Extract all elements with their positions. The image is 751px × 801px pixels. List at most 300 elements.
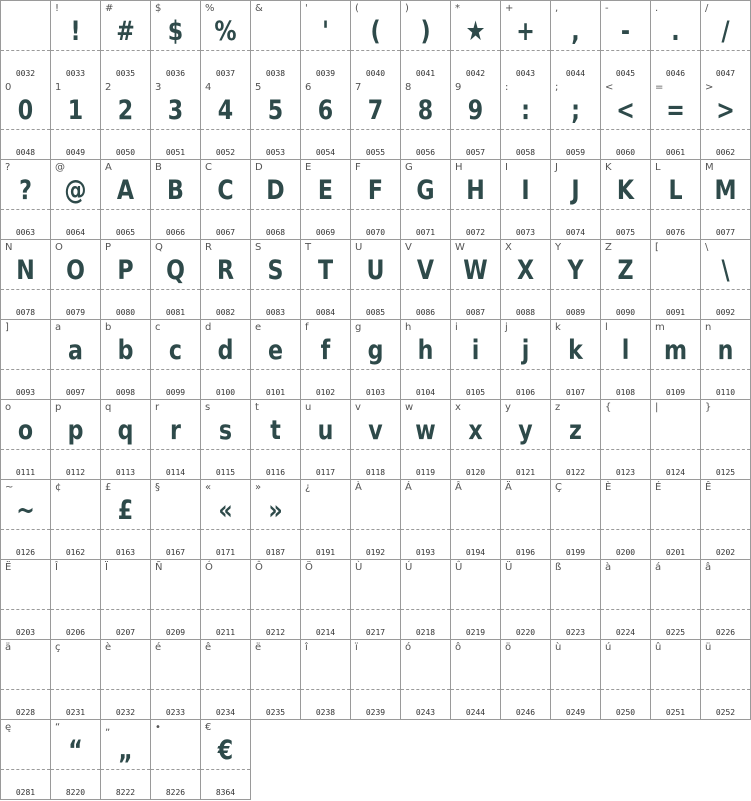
glyph-cell bbox=[101, 480, 151, 560]
glyph-sample bbox=[155, 488, 195, 534]
glyph-cell bbox=[51, 320, 101, 400]
glyph-sample bbox=[705, 488, 745, 534]
glyph-code: 0115 bbox=[215, 468, 236, 477]
glyph-sample bbox=[105, 568, 145, 614]
glyph-code: 0109 bbox=[665, 388, 686, 397]
glyph-sample: C bbox=[217, 175, 234, 206]
glyph-code: 0087 bbox=[465, 308, 486, 317]
glyph-sample bbox=[655, 568, 695, 614]
glyph-reference-char: A bbox=[105, 162, 112, 173]
glyph-cell bbox=[701, 160, 751, 240]
glyph-sample bbox=[605, 568, 645, 614]
glyph-code: 0035 bbox=[115, 69, 136, 78]
glyph-sample bbox=[405, 568, 445, 614]
glyph-cell bbox=[651, 480, 701, 560]
glyph-reference-char: Â bbox=[455, 482, 462, 493]
glyph-code: 0252 bbox=[715, 708, 736, 717]
glyph-cell bbox=[101, 640, 151, 720]
glyph-reference-char: % bbox=[205, 3, 215, 14]
glyph-cell bbox=[201, 0, 251, 81]
glyph-sample: c bbox=[168, 335, 183, 366]
glyph-code: 0068 bbox=[265, 228, 286, 237]
glyph-code: 0124 bbox=[665, 468, 686, 477]
glyph-cell bbox=[51, 240, 101, 320]
glyph-cell bbox=[451, 80, 501, 160]
glyph-cell bbox=[151, 160, 201, 240]
glyph-sample: D bbox=[266, 175, 285, 206]
glyph-code: 0114 bbox=[165, 468, 186, 477]
glyph-code: 0211 bbox=[215, 628, 236, 637]
glyph-cell bbox=[301, 560, 351, 640]
glyph-sample: ' bbox=[322, 16, 329, 47]
glyph-reference-char: b bbox=[105, 322, 112, 333]
glyph-sample: “ bbox=[68, 735, 83, 766]
glyph-cell bbox=[651, 320, 701, 400]
glyph-reference-char: ó bbox=[405, 642, 412, 653]
glyph-cell bbox=[151, 480, 201, 560]
glyph-code: 0102 bbox=[315, 388, 336, 397]
glyph-reference-char: B bbox=[155, 162, 162, 173]
glyph-reference-char: È bbox=[605, 482, 612, 493]
glyph-code: 8220 bbox=[65, 788, 86, 797]
glyph-cell bbox=[651, 80, 701, 160]
glyph-sample: K bbox=[616, 175, 635, 206]
glyph-cell bbox=[551, 400, 601, 480]
glyph-cell bbox=[401, 160, 451, 240]
glyph-cell bbox=[51, 560, 101, 640]
glyph-sample bbox=[505, 648, 545, 694]
glyph-reference-char: 9 bbox=[455, 82, 462, 93]
glyph-sample bbox=[305, 488, 345, 534]
glyph-cell bbox=[401, 80, 451, 160]
glyph-cell bbox=[101, 160, 151, 240]
glyph-cell bbox=[451, 560, 501, 640]
glyph-sample: L bbox=[668, 175, 683, 206]
glyph-code: 0040 bbox=[365, 69, 386, 78]
glyph-code: 0223 bbox=[565, 628, 586, 637]
glyph-code: 0162 bbox=[65, 548, 86, 557]
glyph-cell bbox=[551, 160, 601, 240]
glyph-code: 8364 bbox=[215, 788, 236, 797]
glyph-sample bbox=[605, 488, 645, 534]
glyph-code: 0225 bbox=[665, 628, 686, 637]
glyph-cell bbox=[651, 640, 701, 720]
glyph-reference-char: Ñ bbox=[155, 562, 163, 573]
glyph-sample: E bbox=[317, 175, 334, 206]
glyph-reference-char: À bbox=[355, 482, 362, 493]
glyph-code: 0251 bbox=[665, 708, 686, 717]
glyph-code: 8222 bbox=[115, 788, 136, 797]
glyph-reference-char: h bbox=[405, 322, 412, 333]
glyph-code: 0069 bbox=[315, 228, 336, 237]
glyph-sample bbox=[155, 568, 195, 614]
glyph-code: 0167 bbox=[165, 548, 186, 557]
glyph-sample: ★ bbox=[465, 16, 486, 47]
glyph-cell bbox=[301, 80, 351, 160]
glyph-code: 0116 bbox=[265, 468, 286, 477]
glyph-reference-char: Ë bbox=[5, 562, 12, 573]
glyph-cell bbox=[601, 240, 651, 320]
glyph-cell bbox=[151, 640, 201, 720]
glyph-sample bbox=[355, 648, 395, 694]
glyph-reference-char: 1 bbox=[55, 82, 62, 93]
glyph-code: 8226 bbox=[165, 788, 186, 797]
glyph-reference-char: . bbox=[655, 3, 659, 14]
glyph-reference-char: Á bbox=[405, 482, 412, 493]
glyph-code: 0193 bbox=[415, 548, 436, 557]
glyph-reference-char: Ô bbox=[255, 562, 263, 573]
glyph-reference-char: ä bbox=[5, 642, 12, 653]
glyph-reference-char: I bbox=[505, 162, 508, 173]
glyph-sample: l bbox=[621, 335, 630, 366]
glyph-cell bbox=[701, 400, 751, 480]
glyph-cell bbox=[601, 640, 651, 720]
glyph-code: 0123 bbox=[615, 468, 636, 477]
glyph-code: 0088 bbox=[515, 308, 536, 317]
glyph-cell bbox=[101, 720, 151, 800]
glyph-reference-char: ] bbox=[5, 322, 9, 333]
glyph-sample bbox=[455, 648, 495, 694]
glyph-code: 0250 bbox=[615, 708, 636, 717]
glyph-sample: . bbox=[671, 16, 680, 47]
glyph-cell bbox=[701, 320, 751, 400]
glyph-cell bbox=[501, 0, 551, 81]
glyph-sample bbox=[255, 648, 295, 694]
glyph-cell bbox=[551, 80, 601, 160]
glyph-reference-char: “ bbox=[55, 722, 61, 733]
glyph-sample: b bbox=[117, 335, 134, 366]
glyph-reference-char: L bbox=[655, 162, 661, 173]
glyph-reference-char: à bbox=[605, 562, 612, 573]
glyph-cell bbox=[201, 80, 251, 160]
glyph-reference-char: Ü bbox=[505, 562, 513, 573]
glyph-code: 0078 bbox=[15, 308, 36, 317]
glyph-sample: £ bbox=[117, 495, 134, 526]
glyph-reference-char: = bbox=[655, 82, 664, 93]
glyph-sample: k bbox=[568, 335, 583, 366]
glyph-reference-char: j bbox=[505, 322, 508, 333]
glyph-code: 0092 bbox=[715, 308, 736, 317]
glyph-sample: > bbox=[716, 95, 735, 126]
glyph-reference-char: i bbox=[455, 322, 458, 333]
glyph-reference-char: T bbox=[305, 242, 312, 253]
glyph-cell bbox=[101, 320, 151, 400]
glyph-code: 0212 bbox=[265, 628, 286, 637]
glyph-cell bbox=[351, 560, 401, 640]
glyph-code: 0075 bbox=[615, 228, 636, 237]
glyph-code: 0060 bbox=[615, 148, 636, 157]
glyph-reference-char: Ê bbox=[705, 482, 712, 493]
glyph-reference-char: x bbox=[455, 402, 461, 413]
glyph-reference-char: Û bbox=[455, 562, 463, 573]
glyph-cell bbox=[151, 80, 201, 160]
glyph-reference-char: ß bbox=[555, 562, 562, 573]
glyph-sample: V bbox=[416, 255, 435, 286]
glyph-cell bbox=[501, 160, 551, 240]
glyph-code: 0044 bbox=[565, 69, 586, 78]
glyph-cell bbox=[451, 320, 501, 400]
glyph-sample: 0 bbox=[17, 95, 34, 126]
glyph-cell bbox=[401, 0, 451, 81]
glyph-reference-char: • bbox=[155, 722, 161, 733]
glyph-cell bbox=[251, 320, 301, 400]
glyph-cell bbox=[51, 720, 101, 800]
glyph-code: 0077 bbox=[715, 228, 736, 237]
glyph-reference-char: ç bbox=[55, 642, 61, 653]
glyph-cell bbox=[651, 240, 701, 320]
glyph-sample: 5 bbox=[267, 95, 284, 126]
glyph-reference-char: y bbox=[505, 402, 511, 413]
glyph-reference-char: f bbox=[305, 322, 309, 333]
glyph-code: 0111 bbox=[15, 468, 36, 477]
glyph-code: 0206 bbox=[65, 628, 86, 637]
glyph-cell bbox=[701, 560, 751, 640]
glyph-code: 0191 bbox=[315, 548, 336, 557]
glyph-reference-char: / bbox=[705, 3, 709, 14]
glyph-code: 0196 bbox=[515, 548, 536, 557]
glyph-cell bbox=[0, 640, 51, 720]
glyph-code: 0073 bbox=[515, 228, 536, 237]
glyph-reference-char: ¿ bbox=[305, 482, 311, 493]
glyph-reference-char: Ï bbox=[105, 562, 108, 573]
glyph-reference-char: 5 bbox=[255, 82, 262, 93]
glyph-reference-char: C bbox=[205, 162, 212, 173]
glyph-reference-char: 4 bbox=[205, 82, 212, 93]
glyph-cell bbox=[101, 560, 151, 640]
glyph-reference-char: $ bbox=[155, 3, 162, 14]
glyph-reference-char: & bbox=[255, 3, 263, 14]
glyph-sample: 2 bbox=[117, 95, 134, 126]
glyph-sample: ( bbox=[370, 16, 381, 47]
glyph-reference-char: K bbox=[605, 162, 612, 173]
glyph-code: 0079 bbox=[65, 308, 86, 317]
glyph-code: 0207 bbox=[115, 628, 136, 637]
glyph-cell bbox=[351, 240, 401, 320]
glyph-sample: $ bbox=[167, 16, 184, 47]
glyph-sample: „ bbox=[118, 735, 133, 766]
glyph-reference-char: r bbox=[155, 402, 160, 413]
glyph-reference-char: U bbox=[355, 242, 363, 253]
glyph-cell bbox=[0, 240, 51, 320]
glyph-cell bbox=[301, 240, 351, 320]
glyph-cell bbox=[101, 80, 151, 160]
glyph-cell bbox=[301, 640, 351, 720]
glyph-reference-char: Ç bbox=[555, 482, 562, 493]
glyph-reference-char: „ bbox=[105, 722, 111, 733]
glyph-reference-char: N bbox=[5, 242, 13, 253]
glyph-sample: # bbox=[116, 16, 135, 47]
glyph-reference-char: [ bbox=[655, 242, 659, 253]
glyph-sample: : bbox=[521, 95, 530, 126]
glyph-cell bbox=[0, 400, 51, 480]
glyph-code: 0064 bbox=[65, 228, 86, 237]
glyph-reference-char: ï bbox=[355, 642, 358, 653]
glyph-reference-char: X bbox=[505, 242, 512, 253]
glyph-code: 0090 bbox=[615, 308, 636, 317]
glyph-reference-char: § bbox=[155, 482, 160, 493]
glyph-sample: U bbox=[366, 255, 385, 286]
glyph-sample: S bbox=[267, 255, 284, 286]
glyph-code: 0239 bbox=[365, 708, 386, 717]
glyph-cell bbox=[401, 480, 451, 560]
glyph-sample: H bbox=[466, 175, 485, 206]
glyph-code: 0098 bbox=[115, 388, 136, 397]
glyph-cell bbox=[151, 240, 201, 320]
glyph-sample: f bbox=[320, 335, 331, 366]
glyph-reference-char: k bbox=[555, 322, 561, 333]
glyph-cell bbox=[401, 640, 451, 720]
glyph-code: 0110 bbox=[715, 388, 736, 397]
glyph-reference-char: « bbox=[205, 482, 212, 493]
glyph-reference-char: w bbox=[405, 402, 414, 413]
glyph-cell bbox=[401, 240, 451, 320]
glyph-code: 0067 bbox=[215, 228, 236, 237]
glyph-cell bbox=[251, 160, 301, 240]
glyph-reference-char: Ù bbox=[355, 562, 363, 573]
glyph-reference-char: < bbox=[605, 82, 614, 93]
glyph-cell bbox=[201, 560, 251, 640]
glyph-cell bbox=[251, 640, 301, 720]
glyph-sample: \ bbox=[721, 255, 730, 286]
glyph-sample bbox=[305, 568, 345, 614]
glyph-reference-char: Ä bbox=[505, 482, 512, 493]
glyph-reference-char: ' bbox=[305, 3, 308, 14]
glyph-reference-char: R bbox=[205, 242, 212, 253]
glyph-sample bbox=[255, 9, 295, 55]
glyph-code: 0042 bbox=[465, 69, 486, 78]
glyph-sample: « bbox=[218, 495, 233, 526]
glyph-code: 0214 bbox=[315, 628, 336, 637]
glyph-code: 0118 bbox=[365, 468, 386, 477]
glyph-reference-char: á bbox=[655, 562, 662, 573]
glyph-code: 0076 bbox=[665, 228, 686, 237]
glyph-code: 0224 bbox=[615, 628, 636, 637]
glyph-code: 0043 bbox=[515, 69, 536, 78]
glyph-sample bbox=[405, 488, 445, 534]
glyph-sample: v bbox=[368, 415, 383, 446]
glyph-sample: q bbox=[117, 415, 134, 446]
glyph-sample: t bbox=[270, 415, 281, 446]
glyph-cell bbox=[201, 160, 251, 240]
glyph-sample bbox=[255, 568, 295, 614]
glyph-code: 0108 bbox=[615, 388, 636, 397]
glyph-code: 0074 bbox=[565, 228, 586, 237]
glyph-sample: 6 bbox=[317, 95, 334, 126]
glyph-code: 0233 bbox=[165, 708, 186, 717]
glyph-reference-char: D bbox=[255, 162, 263, 173]
glyph-reference-char: ú bbox=[605, 642, 612, 653]
glyph-cell bbox=[651, 160, 701, 240]
glyph-sample bbox=[105, 648, 145, 694]
glyph-code: 0070 bbox=[365, 228, 386, 237]
glyph-cell bbox=[401, 560, 451, 640]
glyph-code: 0107 bbox=[565, 388, 586, 397]
glyph-reference-char: ¢ bbox=[55, 482, 62, 493]
glyph-sample bbox=[655, 648, 695, 694]
glyph-cell bbox=[351, 320, 401, 400]
glyph-reference-char: Z bbox=[605, 242, 612, 253]
glyph-reference-char: Ó bbox=[205, 562, 213, 573]
glyph-reference-char: ? bbox=[5, 162, 11, 173]
glyph-reference-char: P bbox=[105, 242, 112, 253]
glyph-cell bbox=[351, 640, 401, 720]
glyph-code: 0093 bbox=[15, 388, 36, 397]
glyph-cell bbox=[701, 480, 751, 560]
glyph-sample: d bbox=[217, 335, 234, 366]
glyph-cell bbox=[501, 320, 551, 400]
glyph-sample: 4 bbox=[217, 95, 234, 126]
glyph-cell bbox=[351, 400, 401, 480]
glyph-reference-char: \ bbox=[705, 242, 709, 253]
glyph-code: 0050 bbox=[115, 148, 136, 157]
glyph-code: 0187 bbox=[265, 548, 286, 557]
glyph-sample bbox=[5, 568, 45, 614]
glyph-sample bbox=[155, 648, 195, 694]
glyph-code: 0117 bbox=[315, 468, 336, 477]
glyph-cell bbox=[651, 560, 701, 640]
glyph-code: 0046 bbox=[665, 69, 686, 78]
glyph-code: 0032 bbox=[15, 69, 36, 78]
glyph-cell bbox=[501, 560, 551, 640]
glyph-code: 0099 bbox=[165, 388, 186, 397]
glyph-cell bbox=[0, 480, 51, 560]
glyph-cell bbox=[51, 640, 101, 720]
glyph-code: 0054 bbox=[315, 148, 336, 157]
glyph-reference-char: t bbox=[255, 402, 259, 413]
glyph-cell bbox=[701, 80, 751, 160]
glyph-sample: g bbox=[367, 335, 384, 366]
glyph-sample bbox=[605, 408, 645, 454]
glyph-reference-char: è bbox=[105, 642, 112, 653]
glyph-sample bbox=[5, 328, 45, 374]
glyph-reference-char: 6 bbox=[305, 82, 312, 93]
glyph-sample bbox=[655, 488, 695, 534]
glyph-reference-char: î bbox=[305, 642, 308, 653]
glyph-cell bbox=[601, 560, 651, 640]
glyph-cell bbox=[0, 80, 51, 160]
glyph-code: 0234 bbox=[215, 708, 236, 717]
glyph-sample: 8 bbox=[417, 95, 434, 126]
glyph-cell bbox=[201, 400, 251, 480]
glyph-cell bbox=[601, 400, 651, 480]
glyph-code: 0200 bbox=[615, 548, 636, 557]
glyph-code: 0057 bbox=[465, 148, 486, 157]
glyph-code: 0238 bbox=[315, 708, 336, 717]
glyph-sample bbox=[555, 648, 595, 694]
glyph-code: 0203 bbox=[15, 628, 36, 637]
glyph-reference-char: ê bbox=[205, 642, 212, 653]
glyph-code: 0103 bbox=[365, 388, 386, 397]
glyph-reference-char: G bbox=[405, 162, 413, 173]
glyph-code: 0097 bbox=[65, 388, 86, 397]
glyph-reference-char: + bbox=[505, 3, 514, 14]
glyph-sample bbox=[705, 408, 745, 454]
glyph-cell bbox=[151, 320, 201, 400]
glyph-sample bbox=[555, 488, 595, 534]
glyph-sample: % bbox=[214, 16, 237, 47]
glyph-sample: @ bbox=[64, 175, 87, 206]
glyph-sample: = bbox=[666, 95, 685, 126]
glyph-cell bbox=[0, 560, 51, 640]
glyph-code: 0219 bbox=[465, 628, 486, 637]
glyph-code: 0084 bbox=[315, 308, 336, 317]
glyph-sample: o bbox=[17, 415, 34, 446]
glyph-code: 0113 bbox=[115, 468, 136, 477]
glyph-reference-char: n bbox=[705, 322, 712, 333]
glyph-reference-char: c bbox=[155, 322, 161, 333]
glyph-sample bbox=[505, 488, 545, 534]
glyph-code: 0049 bbox=[65, 148, 86, 157]
